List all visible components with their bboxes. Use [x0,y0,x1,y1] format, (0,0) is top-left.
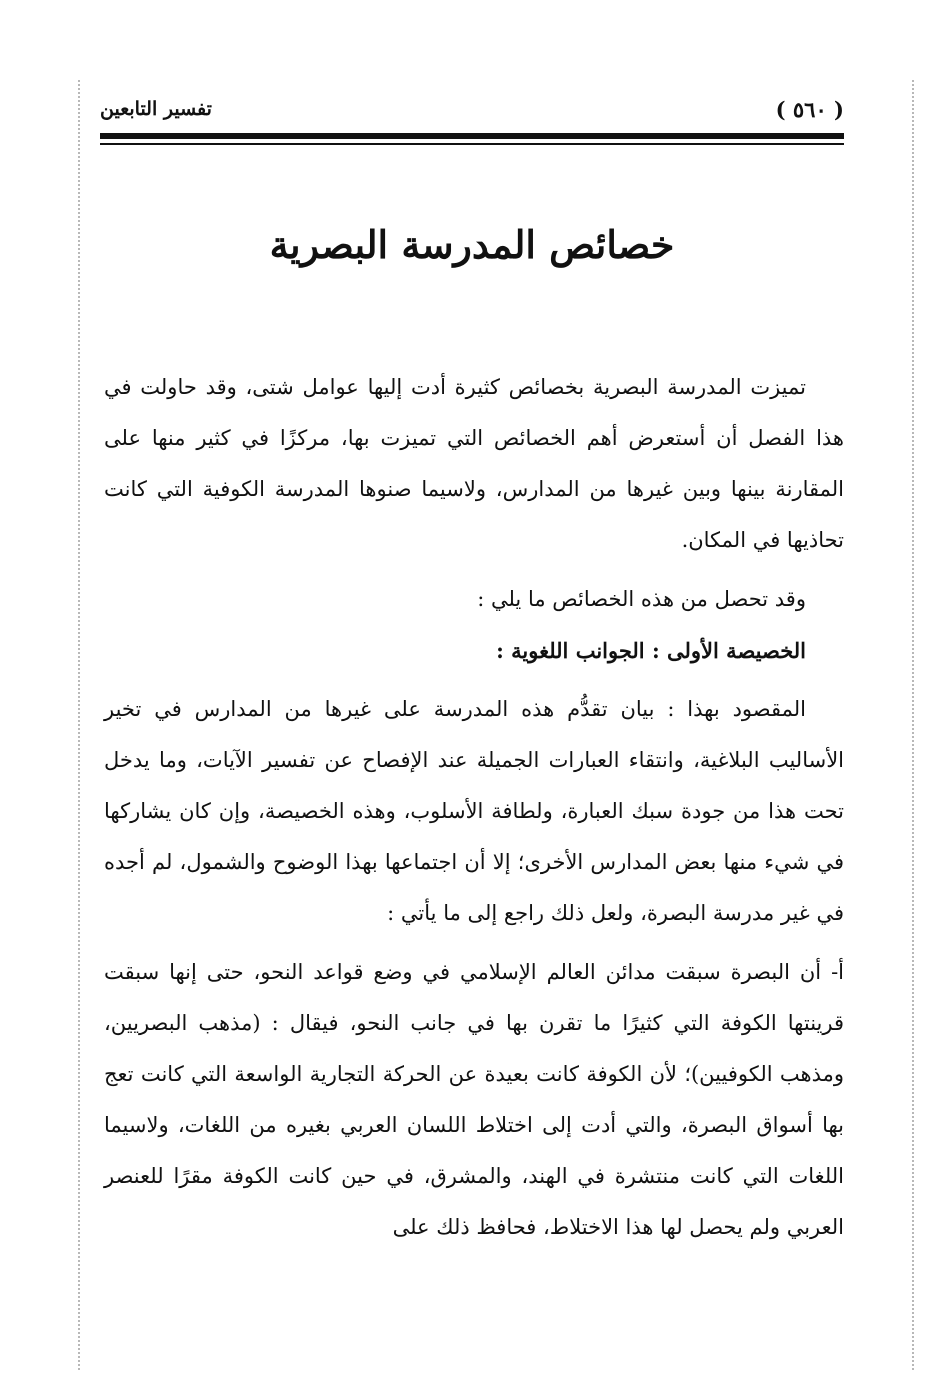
section-subheading: الخصيصة الأولى : الجوانب اللغوية : [496,638,806,663]
body-text [104,362,844,1253]
header-rule-thin [100,143,844,145]
page-header [100,92,844,126]
intro-paragraph: تميزت المدرسة البصرية بخصائص كثيرة أدت إليها عوامل شتى، وقد حاولت في هذا الفصل أن أستعرض أهم الخصائص التي تميزت بها، مركزًا في كثير منها على المقارنة بينها وبين غيرها من المدارس، ولاسيما صنوها المدرسة الكوفية التي كانت تحاذيها في المكان. [104,375,844,552]
lead-in-paragraph: وقد تحصل من هذه الخصائص ما يلي : [477,587,806,611]
page-number: ( ٥٦٠ ) [775,96,844,122]
scan-margin-dots-right [912,80,914,1370]
scan-margin-dots-left [78,80,80,1370]
chapter-title: خصائص المدرسة البصرية [269,222,675,267]
section-paragraph-2: أ- أن البصرة سبقت مدائن العالم الإسلامي في وضع قواعد النحو، حتى إنها سبقت قرينتها الكوفة التي كثيرًا ما تقرن بها في جانب النحو، فيقال : (مذهب البصريين، ومذهب الكوفيين)؛ لأن الكوفة كانت بعيدة عن الحركة التجارية الواسعة التي كانت تعج بها أسواق البصرة، والتي أدت إلى اختلاط اللسان العربي بغيره من اللغات، ولاسيما اللغات التي كانت منتشرة في الهند، والمشرق، في حين كانت الكوفة مقرًا للعنصر العربي ولم يحصل لها هذا الاختلاط، فحافظ ذلك على [104,960,844,1239]
section-paragraph-1: المقصود بهذا : بيان تقدُّم هذه المدرسة على غيرها من المدارس في تخير الأساليب البلاغية، وانتقاء العبارات الجميلة عند الإفصاح عن تفسير الآيات، وما يدخل تحت هذا من جودة سبك العبارة، ولطافة الأسلوب، وهذه الخصيصة، وإن كان يشاركها في شيء منها بعض المدارس الأخرى؛ إلا أن اجتماعها بهذا الوضوح والشمول، لم أجده في غير مدرسة البصرة، ولعل ذلك راجع إلى ما يأتي : [104,697,844,925]
header-rule-thick [100,133,844,139]
running-book-title: تفسير التابعين [100,98,212,120]
